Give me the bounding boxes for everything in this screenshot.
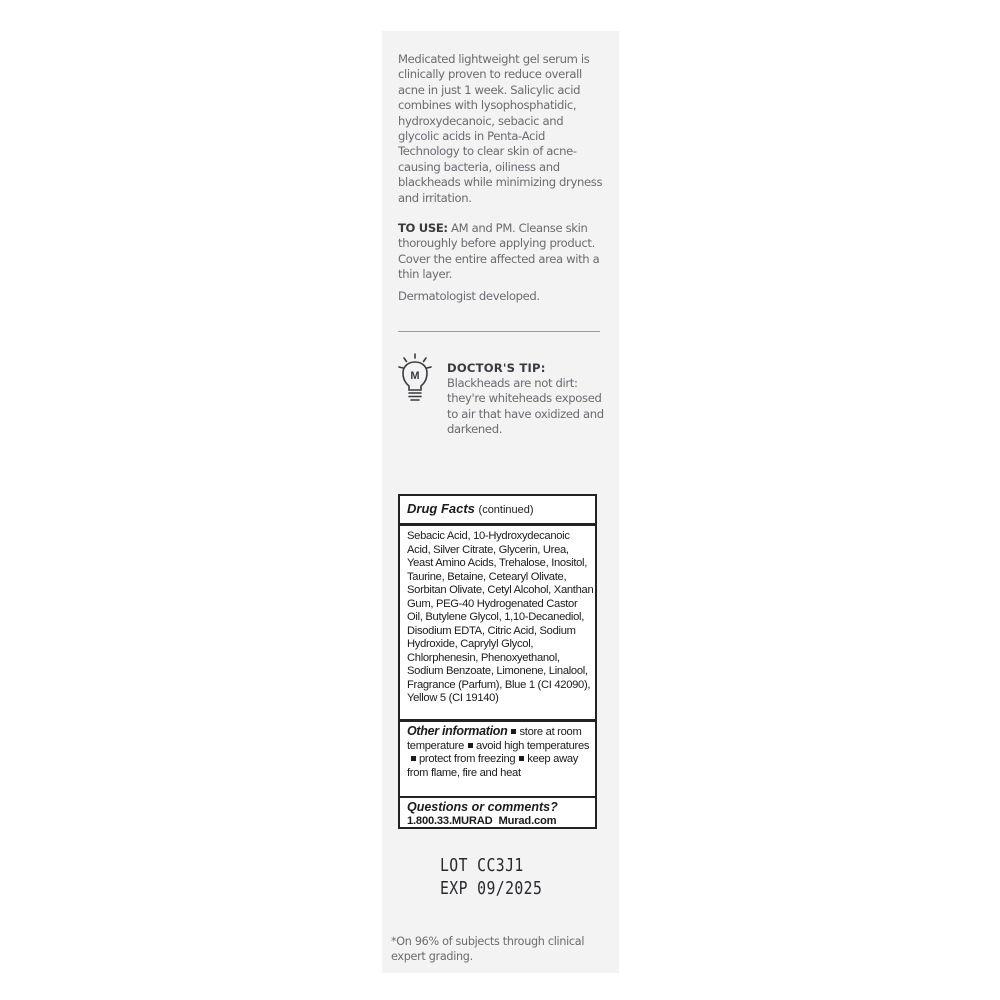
drug-facts-heading: Drug Facts (407, 501, 475, 516)
other-information-heading: Other information (407, 724, 508, 738)
bullet-square-icon (511, 729, 516, 734)
other-information-item: keep away from flame, fire and heat (407, 753, 579, 779)
other-information-item: protect from freezing (419, 753, 516, 765)
other-information-item: store at room temperature (407, 726, 582, 752)
website: Murad.com (498, 815, 557, 827)
lightbulb-m-icon (398, 353, 432, 405)
facts-divider (400, 796, 595, 798)
bulb-letter: M (410, 370, 420, 382)
bullet-square-icon (519, 756, 524, 761)
directions-text: AM and PM. Cleanse skin thoroughly before applying product. Cover the entire affected area with a thin layer. (398, 221, 600, 282)
facts-divider (400, 523, 595, 526)
product-description (398, 52, 603, 206)
section-divider (398, 331, 600, 332)
clinical-footnote: *On 96% of subjects through clinical expert grading. (391, 935, 585, 963)
phone-number: 1.800.33.MURAD (407, 815, 493, 827)
other-information-section (407, 725, 595, 780)
other-information-item: avoid high temperatures (476, 739, 590, 752)
dermatologist-note: Dermatologist developed. (398, 289, 540, 303)
directions-block (398, 221, 606, 283)
contact-line (407, 815, 556, 827)
lot-number: LOT CC3J1 (440, 855, 524, 876)
lot-expiry-stamp (440, 854, 542, 900)
expiry-date: EXP 09/2025 (440, 878, 543, 899)
inactive-ingredients-list: Sebacic Acid, 10-Hydroxydecanoic Acid, Silver Citrate, Glycerin, Urea, Yeast Amino Acids, Trehalose, Inositol, Taurine, Betaine, Cetearyl Olivate, Sorbitan Olivate, Cetyl Alcohol, Xanthan Gum, PEG-40 Hydrogenated Castor Oil, Butylene Glycol, 1,10-Decanediol, Disodium EDTA, Citric Acid, Sodium Hydroxide, Caprylyl Glycol, Chlorphenesin, Phenoxyethanol, Sodium Benzoate, Limonene, Linalool, Fragrance (Parfum), Blue 1 (CI 42090), Yellow 5 (CI 19140) (407, 530, 594, 704)
questions-section (407, 800, 595, 828)
bullet-square-icon (468, 743, 473, 748)
drug-facts-title (407, 501, 534, 516)
bullet-square-icon (411, 756, 416, 761)
directions-label: TO USE: (398, 221, 448, 235)
doctors-tip-text: Blackheads are not dirt: they're whiteheads exposed to air that have oxidized and darkened. (447, 376, 604, 437)
facts-divider (400, 719, 595, 722)
questions-heading: Questions or comments? (407, 800, 558, 814)
product-description-text: Medicated lightweight gel serum is clinically proven to reduce overall acne in just 1 week. Salicylic acid combines with lysophosphatidic, hydroxydecanoic, sebacic and glycolic acids in Penta-Acid Technology to clear skin of acne-causing bacteria, oiliness and blackheads while minimizing dryness and irritation. (398, 52, 603, 205)
doctors-tip-heading: DOCTOR'S TIP: (447, 361, 546, 375)
drug-facts-continued: (continued) (478, 504, 534, 516)
drug-facts-box (398, 494, 597, 829)
